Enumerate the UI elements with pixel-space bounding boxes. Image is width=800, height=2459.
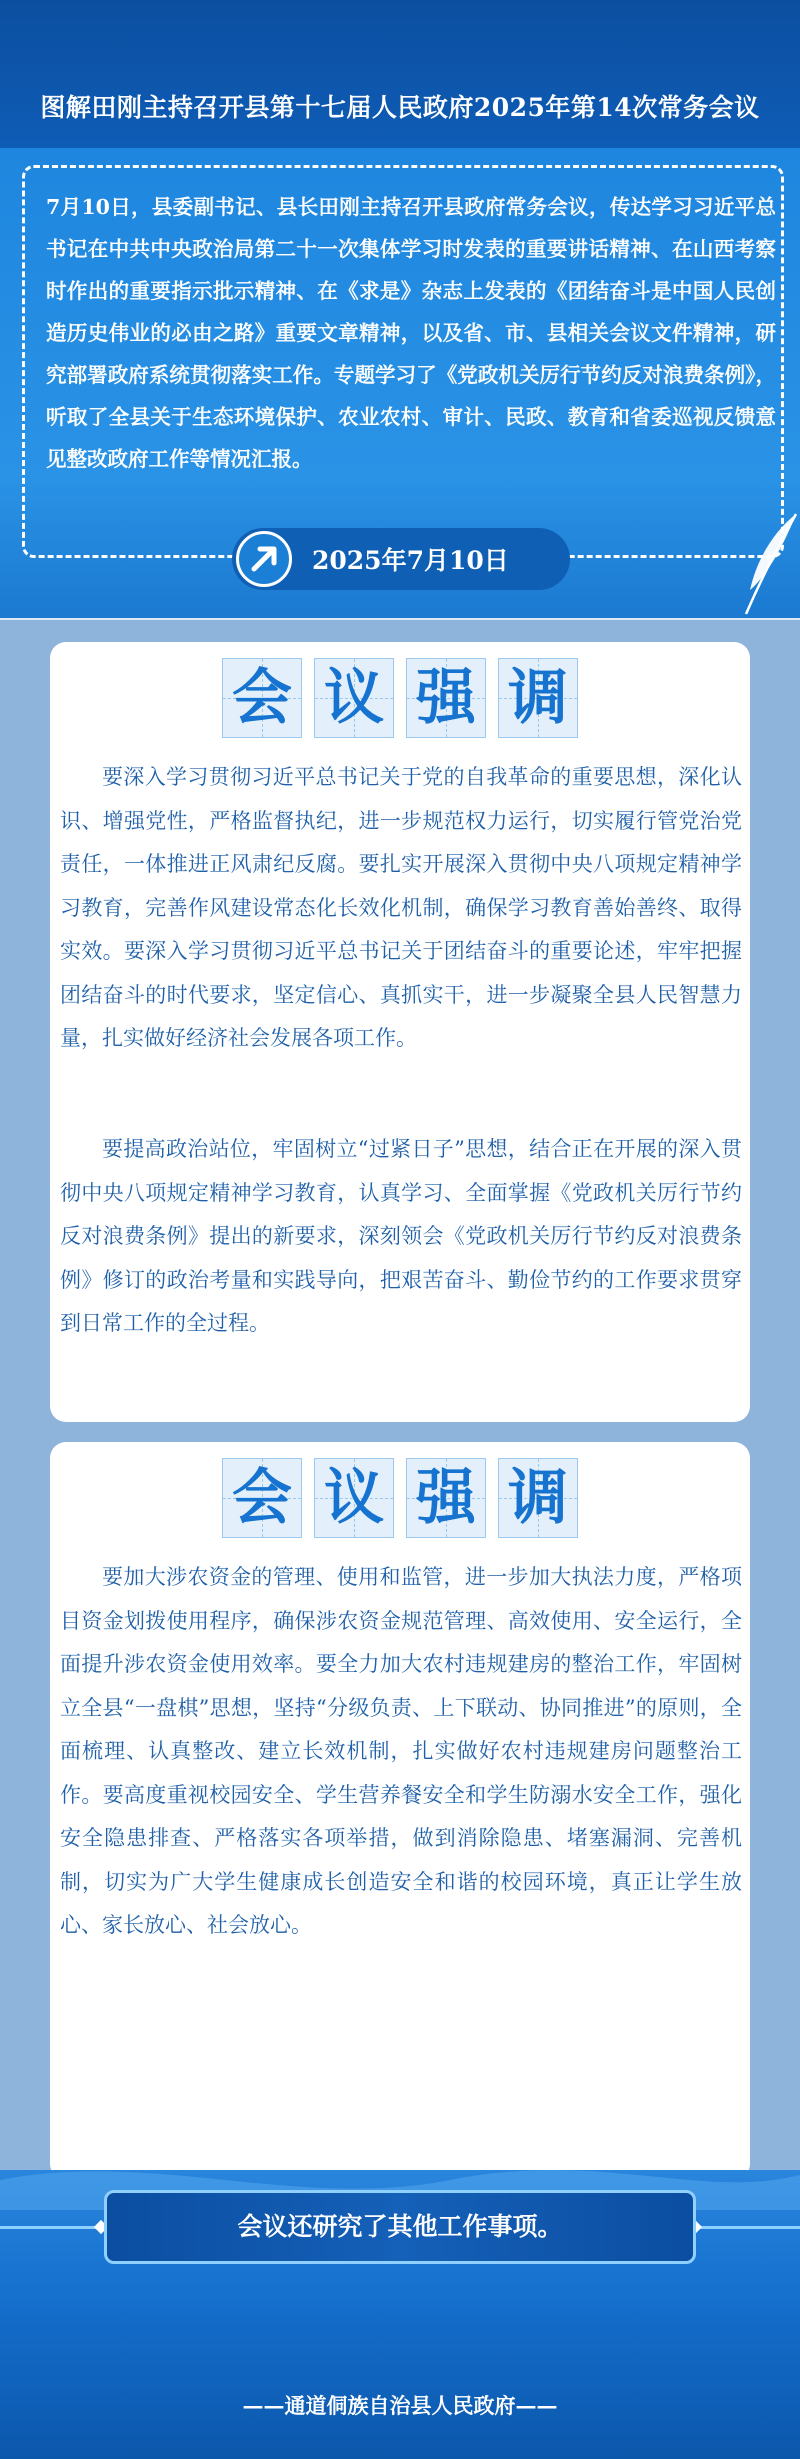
heading-char: 会	[232, 1463, 292, 1533]
section1-paragraph-2: 要提高政治站位，牢固树立“过紧日子”思想，结合正在开展的深入贯彻中央八项规定精神学习教育，认真学习、全面掌握《党政机关厉行节约反对浪费条例》提出的新要求，深刻领会《党政机关厉行节约反对浪费条例》修订的政治考量和实践导向，把艰苦奋斗、勤俭节约的工作要求贯穿到日常工作的全过程。	[60, 1137, 742, 1335]
heading-char: 议	[324, 1463, 384, 1533]
section-heading-2	[222, 1458, 578, 1546]
note-line-right	[696, 2226, 800, 2229]
footer-source: ——通道侗族自治县人民政府——	[242, 2393, 558, 2418]
divider	[0, 618, 800, 620]
intro-text: 7月10日，县委副书记、县长田刚主持召开县政府常务会议，传达学习习近平总书记在中共中央政治局第二十一次集体学习时发表的重要讲话精神、在山西考察时作出的重要指示批示精神、在《求是》杂志上发表的《团结奋斗是中国人民创造历史伟业的必由之路》重要文章精神，以及省、市、县相关会议文件精神，研究部署政府系统贯彻落实工作。专题学习了《党政机关厉行节约反对浪费条例》，听取了全县关于生态环境保护、农业农村、审计、民政、教育和省委巡视反馈意见整改政府工作等情况汇报。	[46, 195, 776, 471]
page-title: 图解田刚主持召开县第十七届人民政府2025年第14次常务会议	[40, 93, 760, 122]
heading-char: 调	[508, 663, 568, 733]
heading-char: 强	[416, 663, 476, 733]
feather-icon	[736, 510, 800, 620]
note-line-left	[0, 2226, 104, 2229]
note-text: 会议还研究了其他工作事项。	[237, 2212, 563, 2241]
section2-paragraph-1: 要加大涉农资金的管理、使用和监管，进一步加大执法力度，严格项目资金划拨使用程序，确保涉农资金规范管理、高效使用、安全运行，全面提升涉农资金使用效率。要全力加大农村违规建房的整治工作，牢固树立全县“一盘棋”思想，坚持“分级负责、上下联动、协同推进”的原则，全面梳理、认真整改、建立长效机制，扎实做好农村违规建房问题整治工作。要高度重视校园安全、学生营养餐安全和学生防溺水安全工作，强化安全隐患排查、严格落实各项举措，做到消除隐患、堵塞漏洞、完善机制，切实为广大学生健康成长创造安全和谐的校园环境，真正让学生放心、家长放心、社会放心。	[60, 1565, 742, 1937]
heading-char: 调	[508, 1463, 568, 1533]
heading-char: 会	[232, 663, 292, 733]
arrow-up-right-icon	[236, 531, 292, 587]
heading-char: 强	[416, 1463, 476, 1533]
heading-char: 议	[324, 663, 384, 733]
meeting-date: 2025年7月10日	[312, 546, 509, 575]
header-banner	[0, 0, 800, 148]
section-heading-1	[222, 658, 578, 746]
section1-paragraph-1: 要深入学习贯彻习近平总书记关于党的自我革命的重要思想，深化认识、增强党性，严格监督执纪，进一步规范权力运行，切实履行管党治党责任，一体推进正风肃纪反腐。要扎实开展深入贯彻中央八项规定精神学习教育，完善作风建设常态化长效化机制，确保学习教育善始善终、取得实效。要深入学习贯彻习近平总书记关于团结奋斗的重要论述，牢牢把握团结奋斗的时代要求，坚定信心、真抓实干，进一步凝聚全县人民智慧力量，扎实做好经济社会发展各项工作。	[60, 765, 742, 1050]
